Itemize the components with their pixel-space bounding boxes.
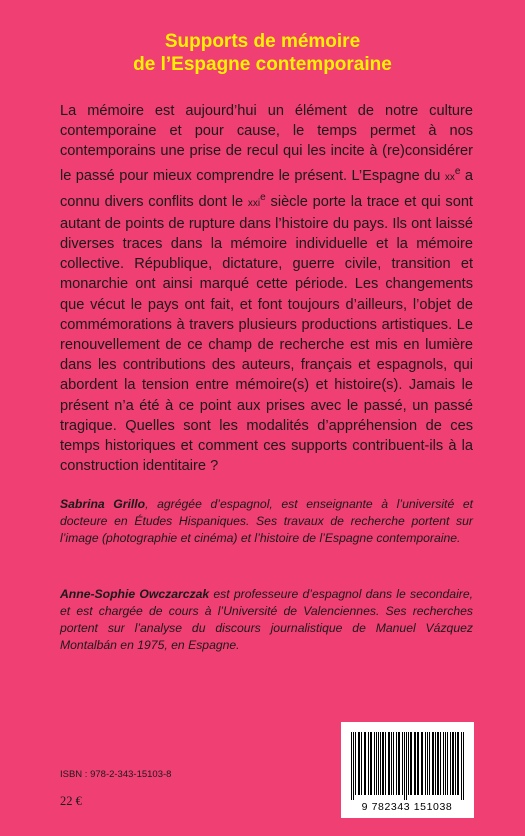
author-bio-1 xyxy=(60,496,473,547)
barcode-bar xyxy=(358,732,360,795)
barcode-bar xyxy=(368,732,369,795)
barcode-bar xyxy=(361,732,362,795)
barcode-bars xyxy=(351,732,464,800)
barcode-bar xyxy=(402,732,403,795)
barcode-bar xyxy=(378,732,379,795)
barcode-bar xyxy=(376,732,377,795)
summary-text-3: siècle porte la trace et qui sont autant de points de rupture dans l’histoire du pays. Ils ont laissé diverses traces dans la mémoire individuelle et la mémoire collective. République, dictature, guerre civile, transition et monarchie ont ainsi marqué cette période. Les changements que vécut le pays ont fait, et font toujours d’ailleurs, l’objet de commémorations à travers plusieurs productions artistiques. Le renouvellement de ce champ de recherche est mis en lumière dans les contributions des auteurs, français et espagnols, qui abordent la tension entre mémoire(s) et histoire(s). Jamais le présent n’a été à ce point aux prises avec le passé, un passé tragique. Quelles sont les modalités d’appréhension de ces temps historiques et comment ces supports contribuent-ils à la construction identitaire ? xyxy=(60,193,473,475)
barcode-bar xyxy=(374,732,375,795)
barcode-bar xyxy=(432,732,434,795)
barcode-bar xyxy=(443,732,444,795)
barcode-bar xyxy=(447,732,448,795)
century-20: xx xyxy=(444,171,455,183)
barcode-bar xyxy=(455,732,456,795)
barcode-bar xyxy=(440,732,441,795)
barcode-bar xyxy=(380,732,381,795)
barcode-bar xyxy=(457,732,459,795)
barcode-digits: 9 782343 151038 xyxy=(361,801,453,813)
barcode-bar xyxy=(351,732,352,800)
barcode-bar xyxy=(396,732,397,795)
barcode-bar xyxy=(427,732,428,795)
barcode-bar xyxy=(429,732,430,795)
barcode xyxy=(341,722,474,818)
author-name-2: Anne-Sophie Owczarczak xyxy=(60,587,210,601)
barcode-bar xyxy=(355,732,356,795)
barcode-bar xyxy=(450,732,451,795)
summary-paragraph xyxy=(60,101,473,476)
barcode-bar xyxy=(364,732,366,795)
barcode-bar xyxy=(393,732,394,795)
barcode-bar xyxy=(452,732,454,795)
barcode-bar xyxy=(435,732,436,795)
author-bio-2 xyxy=(60,586,473,654)
isbn: ISBN : 978-2-343-15103-8 xyxy=(60,769,172,780)
title-line-1: Supports de mémoire xyxy=(164,31,361,52)
author-bio-text-2: est professeure d’espagnol dans le secondaire, et est chargée de cours à l’Université de Valenciennes. Ses recherches portent sur l’analyse du discours journalistique de Manuel Vázquez Montalbán en 1975, en Espagne. xyxy=(60,587,474,652)
barcode-bar xyxy=(414,732,416,795)
century-21: xxi xyxy=(247,197,261,209)
barcode-bar xyxy=(445,732,446,795)
barcode-bar xyxy=(408,732,409,795)
barcode-bar xyxy=(385,732,386,795)
century-20-sup: e xyxy=(454,165,461,177)
barcode-bar xyxy=(461,732,462,800)
barcode-bar xyxy=(404,732,405,800)
barcode-bar xyxy=(417,732,419,795)
author-name-1: Sabrina Grillo xyxy=(60,497,146,511)
barcode-bar xyxy=(398,732,400,795)
barcode-graphic xyxy=(341,722,474,818)
price: 22 € xyxy=(60,794,82,808)
barcode-bar xyxy=(370,732,372,795)
barcode-bar xyxy=(425,732,426,795)
barcode-bar xyxy=(388,732,390,795)
barcode-bar xyxy=(406,732,407,800)
barcode-bar xyxy=(382,732,384,795)
author-bio-text-1: , agrégée d’espagnol, est enseignante à l’université et docteure en Études Hispaniques. Ses travaux de recherche portent sur l’image (photographie et cinéma) et l’histoire de l’Espagne contemporaine. xyxy=(60,497,473,545)
barcode-bar xyxy=(353,732,354,800)
barcode-bar xyxy=(410,732,412,795)
summary-text-1: La mémoire est aujourd’hui un élément de notre culture contemporaine et pour cause, le temps permet à nos contemporains une prise de recul qui les incite à (re)considérer le passé pour mieux comprendre le présent. L’Espagne du xyxy=(60,103,473,184)
book-title xyxy=(0,30,525,76)
title-line-2: de l’Espagne contemporaine xyxy=(133,54,392,75)
barcode-bar xyxy=(421,732,423,795)
barcode-bar xyxy=(463,732,464,800)
barcode-bar xyxy=(391,732,392,795)
barcode-bar xyxy=(437,732,439,795)
summary-text-2: a connu divers conflits dont le xyxy=(60,167,474,210)
century-21-sup: e xyxy=(260,191,266,203)
